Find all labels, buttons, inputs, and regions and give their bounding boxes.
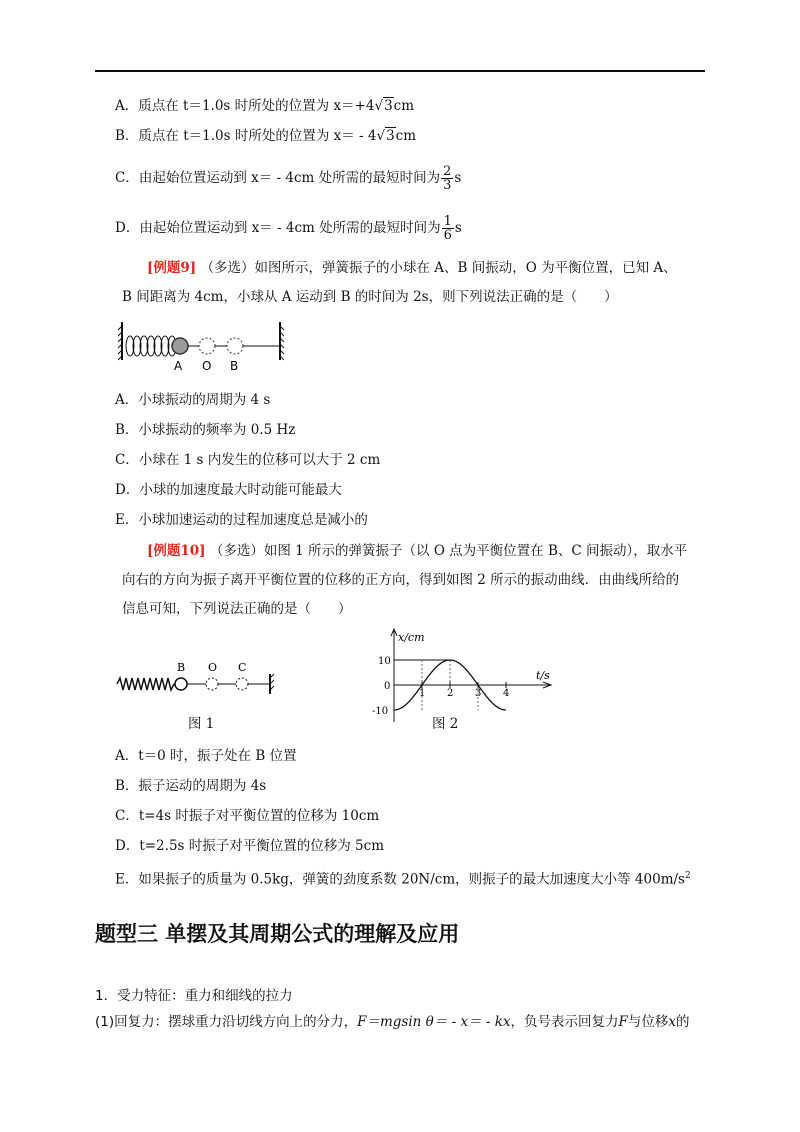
q10-stem-line2: 向右的方向为振子离开平衡位置的位移的正方向，得到如图 2 所示的振动曲线．由曲线所给的 [122, 572, 680, 588]
x-tick-label: 2 [447, 688, 454, 699]
q8-option-b[interactable]: B．质点在 t＝1.0s 时所处的位置为 x＝ - 4√3cm [115, 128, 417, 144]
ball-b-fig1 [175, 678, 187, 690]
q10-tag: [例题10] [147, 543, 206, 559]
x-tick-label: 4 [503, 688, 510, 699]
q10-stem-line1: [例题10] （多选）如图 1 所示的弹簧振子（以 O 点为平衡位置在 B、C 间振动），取水平 [147, 543, 688, 559]
q9-stem-line1: [例题9] （多选）如图所示，弹簧振子的小球在 A、B 间振动，O 为平衡位置，已知 A、 [147, 260, 677, 276]
q9-stem-line2: B 间距离为 4cm，小球从 A 运动到 B 的时间为 2s，则下列说法正确的是（ ） [122, 289, 618, 305]
q9-option-c[interactable]: C．小球在 1 s 内发生的位移可以大于 2 cm [115, 452, 381, 468]
ball-o [199, 338, 215, 354]
section3-item1: 1．受力特征：重力和细线的拉力 [95, 988, 293, 1004]
q10-stem-line3: 信息可知，下列说法正确的是（ ） [122, 601, 352, 617]
q9-spring-figure [118, 318, 288, 374]
q8-option-d[interactable]: D．由起始位置运动到 x＝ - 4cm 处所需的最短时间为 $\frac{1}{6}$ s [115, 214, 462, 243]
q10-option-b[interactable]: B．振子运动的周期为 4s [115, 778, 267, 794]
y-tick-label: -10 [372, 706, 389, 717]
q9-option-e[interactable]: E．小球加速运动的过程加速度总是减小的 [115, 512, 368, 528]
q9-option-b[interactable]: B．小球振动的频率为 0.5 Hz [115, 422, 296, 438]
vibration-chart [360, 625, 560, 725]
fraction: $\frac{1}{6}$ [443, 214, 452, 243]
fraction: $\frac{2}{3}$ [443, 164, 452, 193]
q8-option-c[interactable]: C．由起始位置运动到 x＝ - 4cm 处所需的最短时间为 $\frac{2}{3}$ s [115, 164, 462, 193]
q10-fig1 [115, 660, 280, 700]
y-axis-label: x/cm [398, 631, 425, 644]
q10-option-a[interactable]: A．t＝0 时，振子处在 B 位置 [115, 748, 297, 764]
section3-item2: (1)回复力：摆球重力沿切线方向上的分力，F＝mgsin θ＝ - x＝ - kx，负号表示回复力F与位移x的 [95, 1014, 690, 1030]
q9-option-a[interactable]: A．小球振动的周期为 4 s [115, 392, 271, 408]
sqrt-sign: √ [376, 128, 386, 144]
q10-option-e[interactable]: E．如果振子的质量为 0.5kg，弹簧的劲度系数 20N/cm，则振子的最大加速度大小等 $400m/s^2$ [115, 871, 691, 888]
x-axis-label: t/s [536, 669, 550, 682]
x-tick-label: 3 [475, 688, 482, 699]
label-a: A [174, 359, 183, 373]
sqrt-sign: √ [374, 98, 384, 114]
chart-ticks [372, 656, 509, 717]
fig1-label-c: C [238, 661, 247, 674]
fig2-caption: 图 2 [432, 716, 459, 732]
fig1-label-o: O [208, 661, 218, 674]
q10-option-d[interactable]: D．t=2.5s 时振子对平衡位置的位移为 5cm [115, 838, 384, 854]
header-rule [95, 70, 705, 72]
q8-option-a[interactable]: A．质点在 t＝1.0s 时所处的位置为 x＝+4√3cm [115, 98, 415, 114]
fig1-caption: 图 1 [188, 716, 215, 732]
ball-b [227, 338, 243, 354]
fig1-label-b: B [177, 661, 186, 674]
ball-a [172, 338, 188, 354]
label-o: O [202, 359, 212, 373]
spring-coil [126, 336, 176, 356]
x-tick-label: 1 [419, 688, 426, 699]
ball-c-fig1 [236, 678, 248, 690]
y-tick-label: 0 [384, 681, 391, 692]
q10-option-c[interactable]: C．t=4s 时振子对平衡位置的位移为 10cm [115, 808, 380, 824]
q9-option-d[interactable]: D．小球的加速度最大时动能可能最大 [115, 482, 342, 498]
spring-zigzag [117, 678, 174, 690]
section-heading: 题型三 单摆及其周期公式的理解及应用 [95, 922, 460, 946]
label-b: B [230, 359, 239, 373]
y-tick-label: 10 [378, 656, 391, 667]
ball-o-fig1 [206, 678, 218, 690]
q9-tag: [例题9] [147, 260, 197, 276]
